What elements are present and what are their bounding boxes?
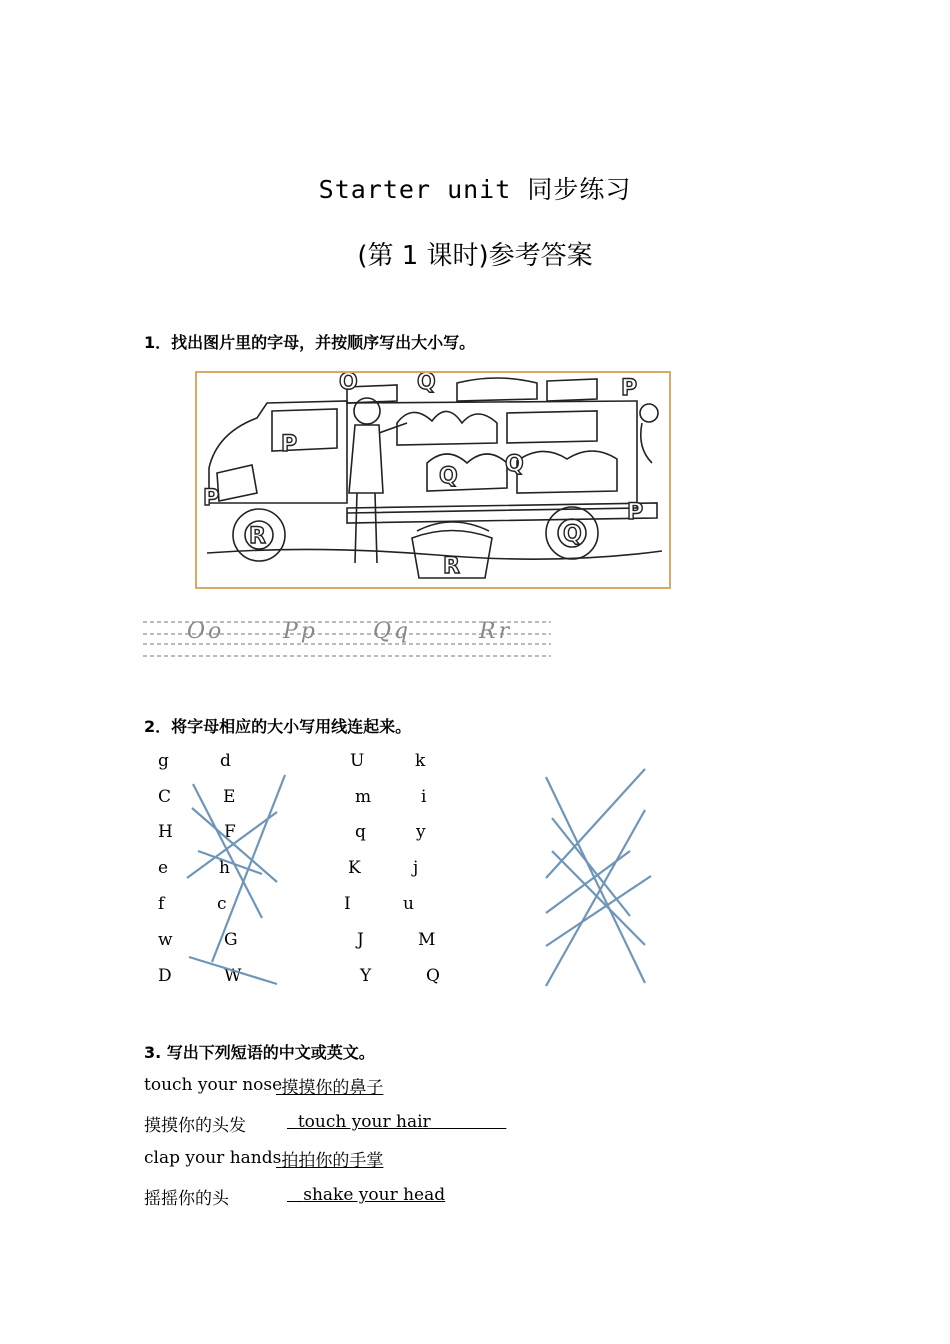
svg-text:R: R — [443, 554, 460, 579]
g2-left-letter: q — [355, 822, 366, 842]
g2-left-letter: K — [348, 858, 361, 878]
svg-text:O: O — [339, 373, 358, 395]
q3-heading: 3. 写出下列短语的中文或英文。 — [144, 1043, 375, 1062]
g1-right-letter: W — [224, 966, 242, 986]
q2-heading: 2．将字母相应的大小写用线连起来。 — [144, 717, 412, 736]
phrase-answer: touch your hair — [297, 1112, 431, 1132]
svg-text:P: P — [627, 500, 644, 525]
g2-left-letter: J — [357, 930, 364, 950]
phrase-prompt: 摇摇你的头 — [144, 1189, 229, 1209]
connector-line — [546, 777, 645, 983]
g2-left-letter: Y — [360, 966, 372, 986]
svg-text:P: P — [281, 432, 298, 457]
phrase-prompt: clap your hands — [144, 1148, 282, 1168]
g2-right-letter: y — [416, 822, 426, 842]
g2-right-letter: M — [418, 930, 436, 950]
svg-text:Q: Q — [563, 522, 582, 547]
answer-pair-3: Qq — [373, 619, 412, 644]
svg-text:R: R — [249, 524, 266, 549]
answer-pair-4: Rr — [479, 619, 513, 644]
group1-connector-lines — [187, 775, 285, 984]
connector-line — [198, 851, 262, 874]
truck-illustration — [195, 371, 671, 589]
phrase-answer: 拍拍你的手掌 — [281, 1151, 384, 1171]
connector-line — [546, 810, 645, 986]
g1-left-letter: g — [158, 751, 169, 771]
g2-left-letter: I — [344, 894, 351, 914]
connector-line — [546, 851, 630, 913]
svg-text:Q: Q — [505, 452, 524, 477]
answer-pair-2: Pp — [283, 619, 318, 644]
g2-right-letter: i — [421, 787, 427, 807]
g1-right-letter: G — [224, 930, 238, 950]
g1-left-letter: f — [158, 894, 165, 914]
svg-text:P: P — [621, 376, 638, 401]
g2-left-letter: m — [355, 787, 372, 807]
svg-text:P: P — [203, 486, 220, 511]
phrase-answer: 摸摸你的鼻子 — [281, 1078, 384, 1098]
phrase-prompt: touch your nose — [144, 1075, 283, 1095]
g2-right-letter: u — [403, 894, 414, 914]
connector-line — [552, 851, 645, 945]
g2-left-letter: U — [350, 751, 365, 771]
phrase-answer: shake your head — [303, 1185, 446, 1205]
g1-left-letter: e — [158, 858, 169, 878]
q1-heading: 1．找出图片里的字母，并按顺序写出大小写。 — [144, 333, 476, 352]
svg-text:Q: Q — [439, 464, 458, 489]
group2-connector-lines — [546, 769, 651, 986]
phrase-prompt: 摸摸你的头发 — [144, 1116, 246, 1136]
g1-left-letter: C — [158, 787, 172, 807]
g1-right-letter: c — [217, 894, 227, 914]
page-subtitle: (第 1 课时)参考答案 — [357, 241, 593, 271]
g2-right-letter: k — [415, 751, 426, 771]
connector-line — [546, 876, 651, 946]
g1-right-letter: F — [224, 822, 236, 842]
g1-right-letter: d — [220, 751, 231, 771]
g2-right-letter: j — [413, 858, 419, 878]
g1-right-letter: E — [223, 787, 236, 807]
truck-drawing — [197, 373, 669, 587]
g1-left-letter: w — [158, 930, 173, 950]
handwriting-answer — [143, 616, 551, 660]
svg-text:Q: Q — [417, 373, 436, 395]
g1-left-letter: H — [158, 822, 173, 842]
g1-left-letter: D — [158, 966, 172, 986]
connector-line — [192, 808, 277, 882]
connector-line — [552, 818, 630, 916]
connector-line — [546, 769, 645, 878]
g1-right-letter: h — [219, 858, 230, 878]
g2-right-letter: Q — [426, 966, 440, 986]
page-title: Starter unit 同步练习 — [318, 175, 632, 204]
answer-pair-1: Oo — [187, 619, 225, 644]
